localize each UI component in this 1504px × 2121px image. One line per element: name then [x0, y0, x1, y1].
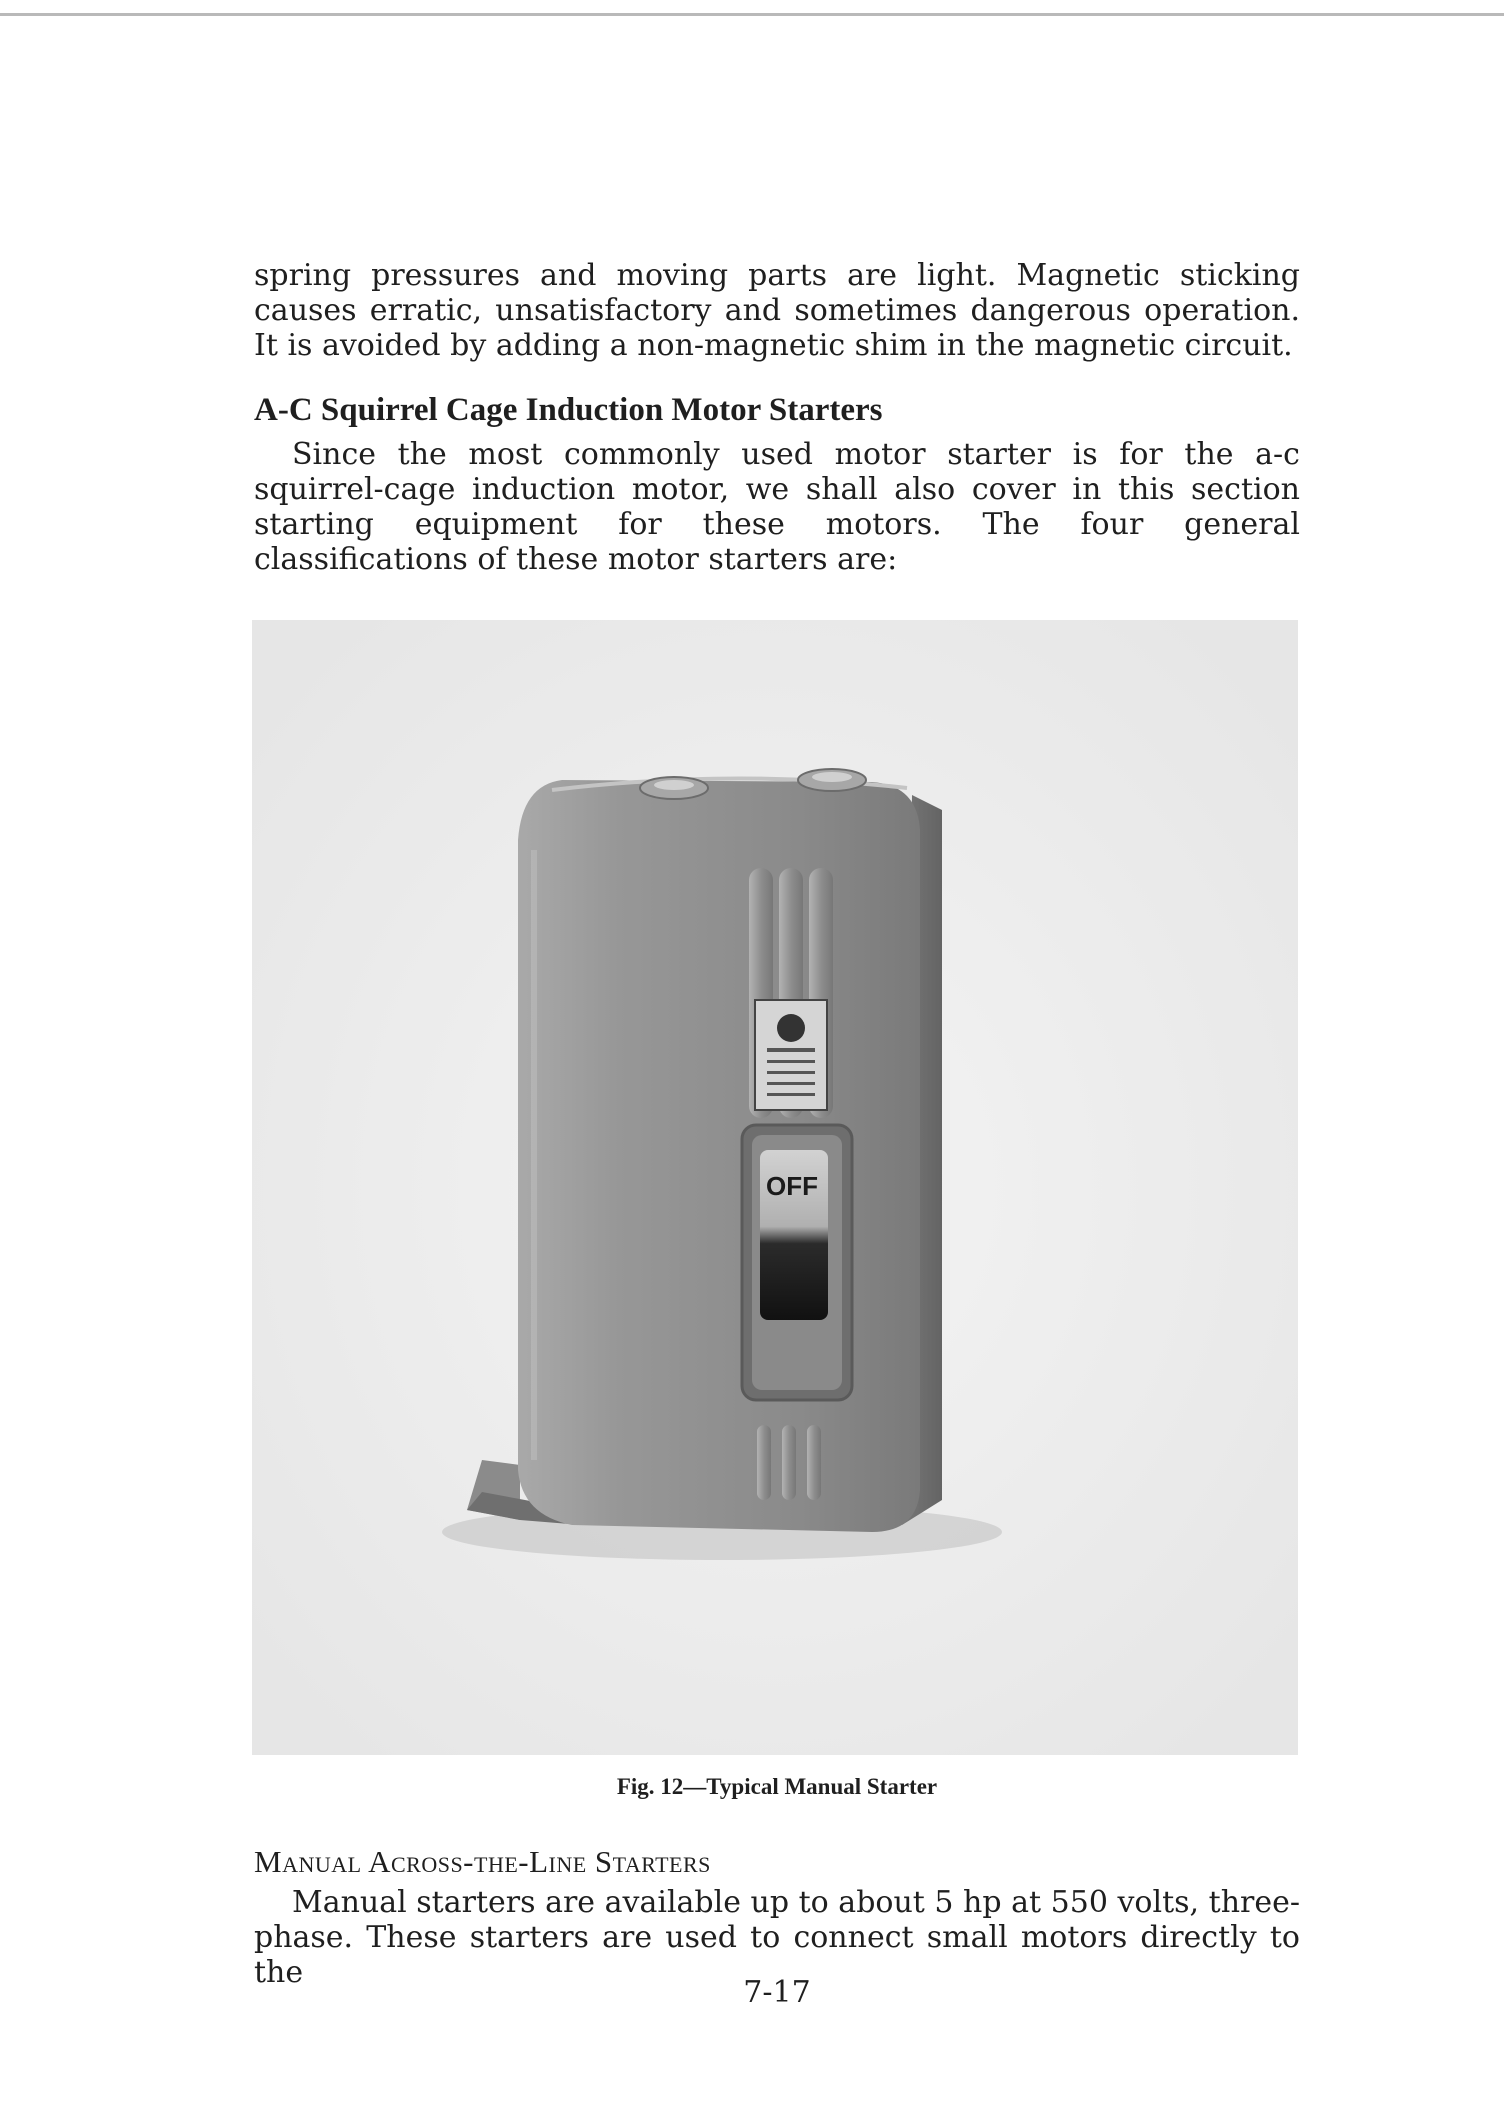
figure-photo — [252, 620, 1298, 1755]
subsection-heading: Manual Across-the-Line Starters — [254, 1844, 711, 1879]
page-number: 7-17 — [743, 1975, 811, 2010]
paragraph-top-block — [254, 258, 1300, 363]
paragraph-intro-block — [254, 437, 1300, 577]
figure-caption: Fig. 12—Typical Manual Starter — [616, 1774, 938, 1799]
paragraph-bottom: Manual starters are available up to about 5 hp at 550 volts, three-phase. These starters are used to connect small motors directly to the — [254, 1885, 1300, 1990]
section-heading: A-C Squirrel Cage Induction Motor Starters — [254, 392, 883, 428]
switch-off-label: OFF — [766, 1171, 818, 1201]
paragraph-intro: Since the most commonly used motor starter is for the a-c squirrel-cage induction motor, we shall also cover in this section starting equipment for these motors. The four general classifications of these motor starters are: — [254, 437, 1300, 577]
paragraph-top: spring pressures and moving parts are light. Magnetic sticking causes erratic, unsatisfactory and sometimes dangerous operation. It is avoided by adding a non-magnetic shim in the magnetic circuit. — [254, 258, 1300, 363]
manual-starter-illustration — [252, 620, 1298, 1755]
top-scan-edge — [0, 13, 1504, 16]
